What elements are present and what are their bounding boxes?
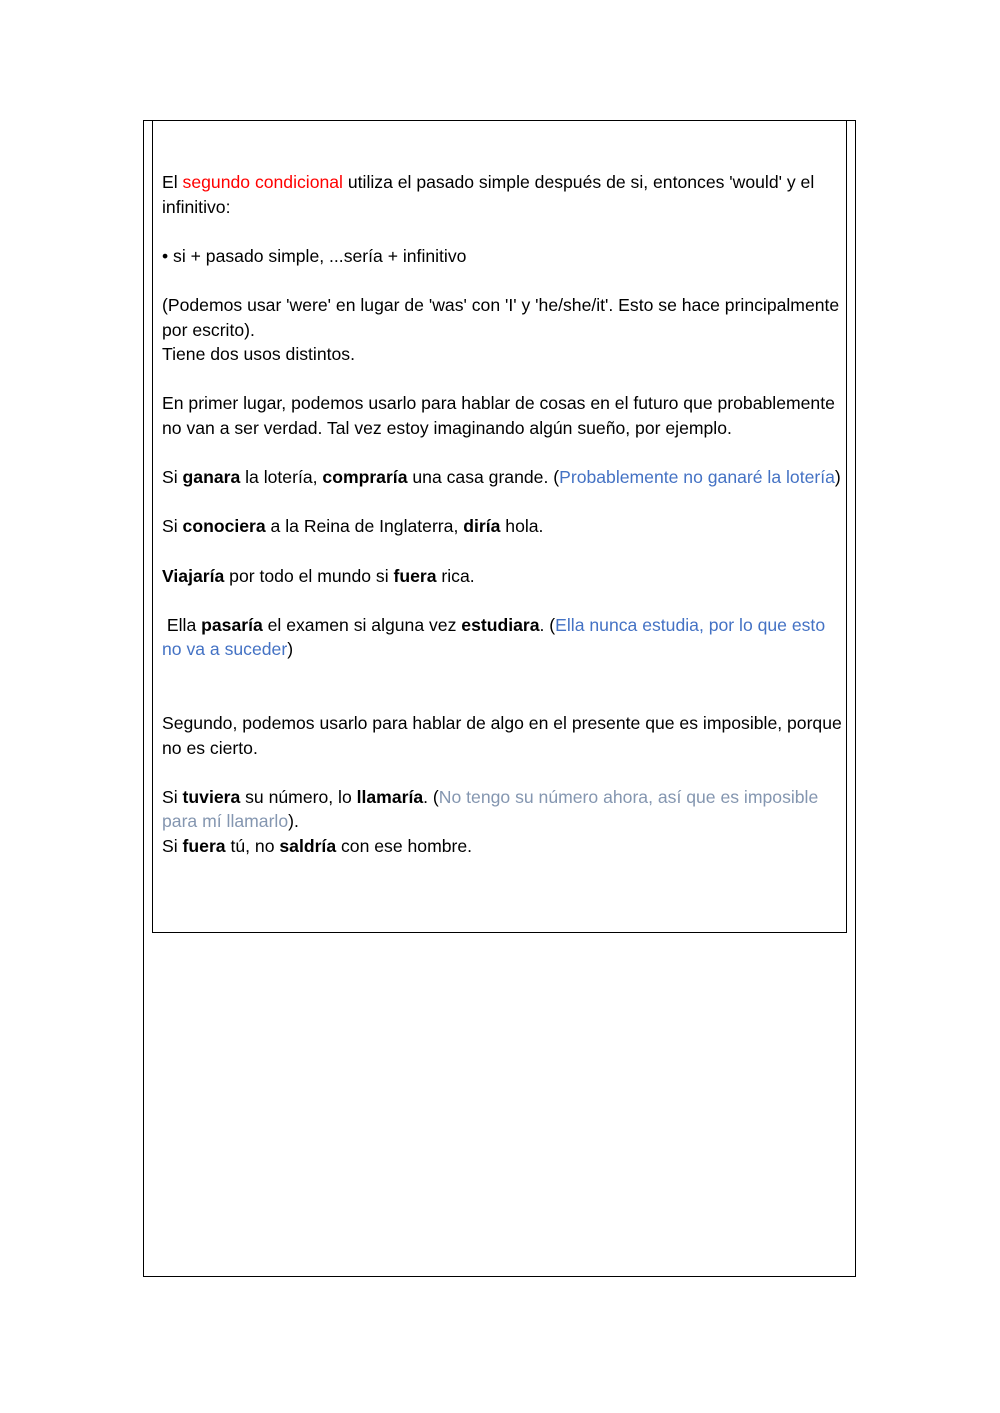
document-body [162, 170, 842, 859]
text-run: Ella [162, 614, 202, 635]
note-paragraph: (Podemos usar 'were' en lugar de 'was' con 'I' y 'he/she/it'. Esto se hace principalmente por escrito). [162, 294, 840, 340]
example-6 [162, 834, 842, 859]
text-run: una casa grande. ( [407, 467, 560, 488]
text-run: hola. [500, 516, 544, 537]
text-run: por todo el mundo si [224, 565, 394, 586]
highlighted-term: segundo condicional [182, 172, 343, 192]
example-2 [162, 514, 842, 539]
verb: fuera [182, 836, 226, 857]
text-run: Si [162, 467, 183, 488]
verb: pasaría [201, 614, 263, 635]
verb: conociera [182, 516, 266, 537]
verb: ganara [182, 467, 241, 488]
formula-bullet: • si + pasado simple, ...sería + infinitivo [162, 245, 467, 266]
text-run: . ( [539, 614, 556, 635]
example-1 [162, 465, 842, 490]
text-run: . ( [423, 786, 439, 807]
verb: llamaría [356, 786, 424, 807]
example-note: Probablemente no ganaré la lotería [559, 467, 835, 488]
text-run: ) [834, 467, 841, 488]
text-run: El [162, 172, 183, 192]
text-run: el examen si alguna vez [262, 614, 462, 635]
text-run: su número, lo [240, 786, 357, 807]
text-run: a la Reina de Inglaterra, [265, 516, 464, 537]
text-run: ) [287, 639, 294, 660]
text-run: con ese hombre. [336, 836, 473, 857]
verb: estudiara [461, 614, 540, 635]
text-run: rica. [436, 565, 475, 586]
intro-paragraph [162, 170, 842, 219]
verb: tuviera [182, 786, 241, 807]
verb: diría [463, 516, 501, 537]
text-run: tú, no [225, 836, 280, 857]
example-4 [162, 613, 842, 662]
verb: compraría [322, 467, 408, 488]
verb: saldría [279, 836, 337, 857]
text-run: utiliza el pasado simple después de si, entonces 'would' y el infinitivo: [162, 172, 815, 217]
verb: fuera [393, 565, 437, 586]
text-run: ). [288, 811, 299, 832]
example-3 [162, 564, 842, 589]
example-note: Ella nunca estudia, por lo que esto no va a suceder [162, 614, 826, 660]
text-run: Si [162, 836, 183, 857]
first-use-paragraph: En primer lugar, podemos usarlo para hablar de cosas en el futuro que probablemente no van a ser verdad. Tal vez estoy imaginando algún sueño, por ejemplo. [162, 393, 835, 438]
text-run: Si [162, 516, 183, 537]
text-run: Si [162, 786, 183, 807]
second-use-paragraph: Segundo, podemos usarlo para hablar de algo en el presente que es imposible, porque no es cierto. [162, 713, 842, 758]
uses-paragraph: Tiene dos usos distintos. [162, 344, 355, 365]
verb: Viajaría [162, 565, 225, 586]
text-run: la lotería, [240, 467, 323, 488]
example-5 [162, 785, 842, 834]
example-note: No tengo su número ahora, así que es imposible para mí llamarlo [162, 786, 819, 832]
